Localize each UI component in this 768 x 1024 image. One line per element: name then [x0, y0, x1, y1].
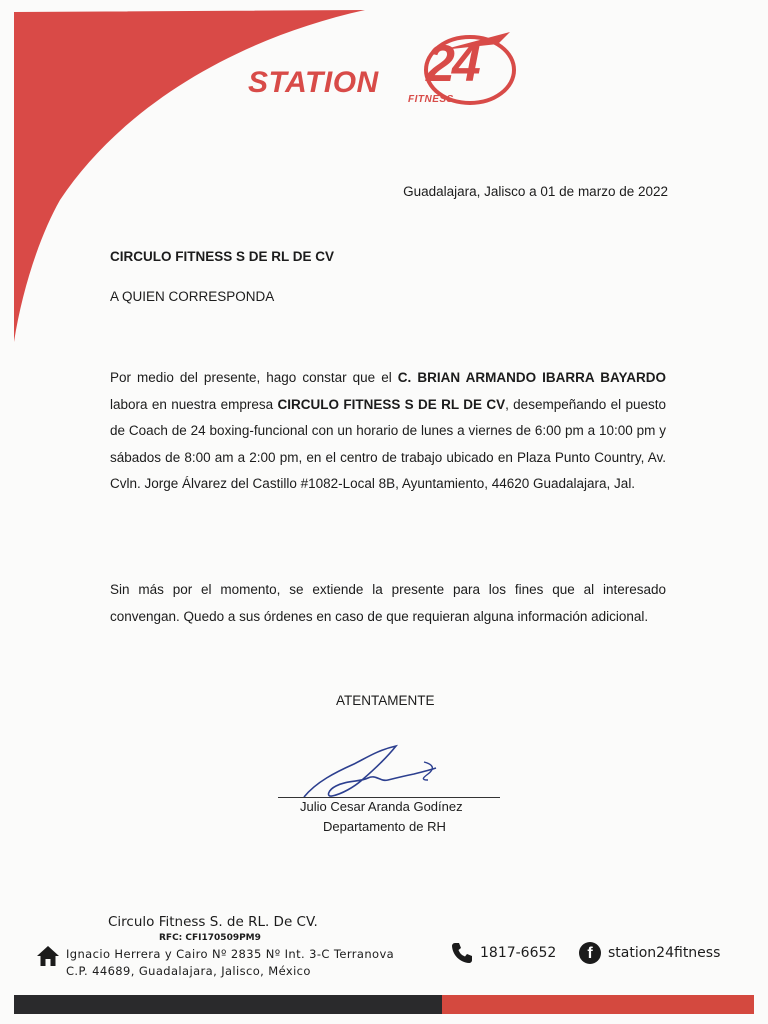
- footer-address-line-1: Ignacio Herrera y Cairo Nº 2835 Nº Int. 3-C Terranova: [66, 947, 395, 961]
- signer-department: Departamento de RH: [323, 819, 446, 834]
- signature-line: [278, 797, 500, 798]
- footer-bar-dark: [14, 995, 442, 1014]
- facebook-icon: f: [579, 942, 601, 964]
- home-icon: [36, 945, 60, 967]
- body-paragraph-2: Sin más por el momento, se extiende la presente para los fines que al interesado convengan. Quedo a sus órdenes en caso de que requieran alguna información adicional.: [110, 582, 666, 624]
- signer-name: Julio Cesar Aranda Godínez: [300, 799, 463, 814]
- phone-icon: [451, 942, 473, 964]
- footer-phone: 1817-6652: [480, 945, 557, 961]
- p1-text-c: labora en nuestra empresa: [110, 396, 278, 412]
- letter-date: Guadalajara, Jalisco a 01 de marzo de 2022: [403, 184, 668, 199]
- handwritten-signature: [296, 742, 446, 804]
- station24-logo: [248, 30, 518, 110]
- p1-text-a: Por medio del presente, hago constar que el: [110, 370, 398, 385]
- p1-text-e: , desempeñando el puesto de Coach de 24 boxing-funcional con un horario de lunes a viernes de 6:00 pm a 10:00 pm y sábados de 8:00 am a 2:00 pm, en el centro de trabajo ubicado en Plaza Punto Country, Av. Cvln. Jorge Álvarez del Castillo #1082-Local 8B, Ayuntamiento, 44620 Guadalajara, Jal.: [110, 396, 666, 491]
- footer-company: Circulo Fitness S. de RL. De CV.: [108, 914, 318, 930]
- logo-number: 24: [426, 35, 478, 93]
- logo-word: STATION: [248, 66, 379, 99]
- greeting: A QUIEN CORRESPONDA: [110, 289, 275, 304]
- footer-social-handle: station24fitness: [608, 945, 721, 961]
- closing: ATENTAMENTE: [336, 693, 435, 708]
- employer-name: CIRCULO FITNESS S DE RL DE CV: [277, 396, 506, 412]
- footer-address-line-2: C.P. 44689, Guadalajara, Jalisco, México: [66, 964, 311, 978]
- employee-name: C. BRIAN ARMANDO IBARRA BAYARDO: [397, 370, 666, 385]
- logo-subtitle: FITNESS: [408, 94, 454, 105]
- body-paragraph-1: [110, 365, 666, 498]
- footer-rfc: RFC: CFI170509PM9: [159, 933, 261, 943]
- recipient-company: CIRCULO FITNESS S DE RL DE CV: [110, 249, 335, 264]
- footer-bar-red: [442, 995, 754, 1014]
